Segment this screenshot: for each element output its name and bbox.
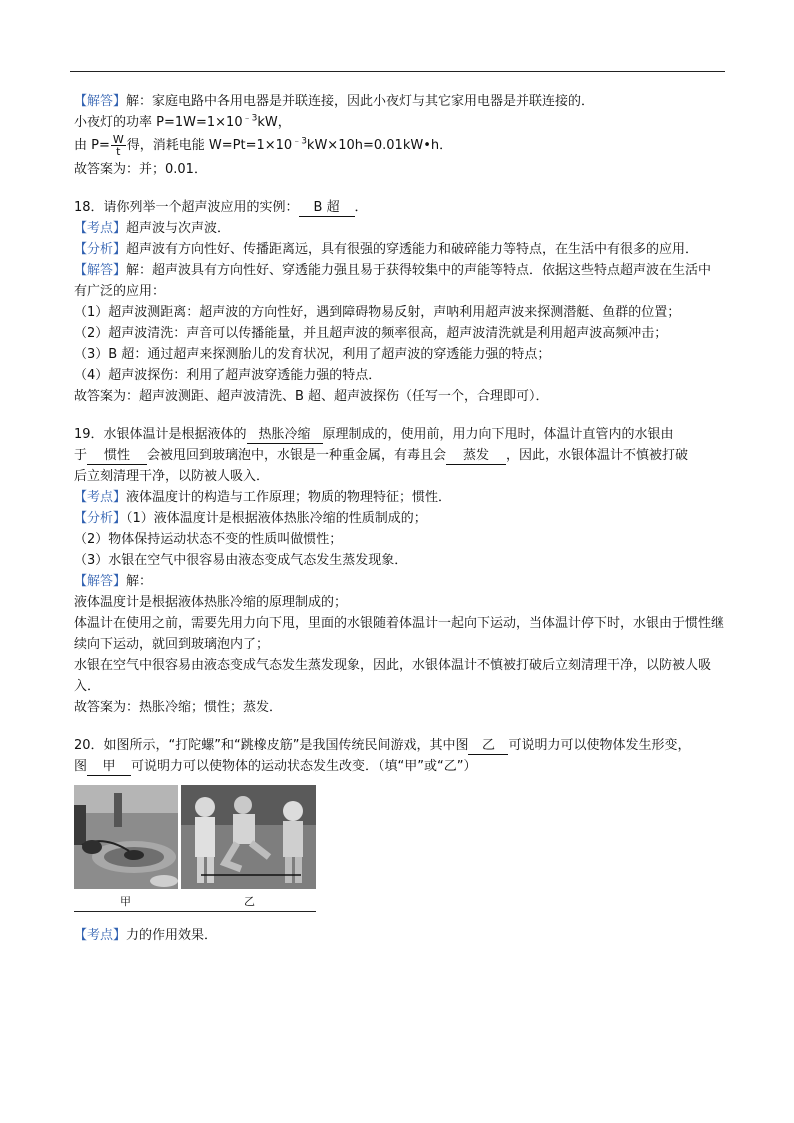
analysis-tag: 【分析】 <box>74 511 127 526</box>
point-tag: 【考点】 <box>74 928 127 943</box>
q18-point-text: 超声波与次声波． <box>126 221 231 236</box>
q20-stem-line-2 <box>74 756 724 777</box>
q17-answer-text: 解：家庭电路中各用电器是并联连接，因此小夜灯与其它家用电器是并联连接的． <box>126 94 595 109</box>
q18-stem-text: 18．请你列举一个超声波应用的实例： <box>74 200 299 215</box>
q20-stem-text-2: 可说明力可以使物体发生形变， <box>508 738 691 753</box>
q19-blank-2: 惯性 <box>87 447 147 465</box>
q18-item-1: （1）超声波测距离：超声波的方向性好，遇到障碍物易反射，声呐利用超声波来探测潜艇、鱼群的位置； <box>74 305 681 320</box>
q19-stem-text-3: 于 <box>74 448 88 463</box>
q19-final-answer: 故答案为：热胀冷缩；惯性；蒸发． <box>74 700 283 715</box>
q18-answer-intro <box>74 260 724 302</box>
q20-blank-1: 乙 <box>468 737 508 755</box>
q20-figure <box>74 785 316 913</box>
q18-item-3: （3）B 超：通过超声来探测胎儿的发育状况，利用了超声波的穿透能力强的特点； <box>74 347 551 362</box>
answer-tag: 【解答】 <box>74 94 127 109</box>
spinning-top-illustration <box>74 785 178 889</box>
q19-answer-3: 水银在空气中很容易由液态变成气态发生蒸发现象，因此，水银体温计不慎被打破后立刻清理干净，以防被人吸入． <box>74 658 712 694</box>
point-tag: 【考点】 <box>74 221 127 236</box>
q17-power-line <box>74 112 724 133</box>
header-rule <box>70 71 725 72</box>
q17-power-text: 小夜灯的功率 P=1W=1×10 <box>74 115 243 130</box>
q19-analysis-1 <box>74 508 724 529</box>
photo-jumping-rubber-band <box>181 785 316 889</box>
q20-point-text: 力的作用效果． <box>126 928 218 943</box>
photo-spinning-top <box>74 785 178 889</box>
q18-stem <box>74 197 724 218</box>
q18-blank-answer: B 超 <box>299 199 355 217</box>
q19-stem-text-2: 原理制成的，使用前，用力向下甩时，体温计直管内的水银由 <box>322 427 674 442</box>
q20-blank-2: 甲 <box>87 758 131 776</box>
q18-analysis-text: 超声波有方向性好、传播距离远，具有很强的穿透能力和破碎能力等特点，在生活中有很多的应用． <box>126 242 699 257</box>
q17-answer-line-1 <box>74 91 724 112</box>
q19-answer-2: 体温计在使用之前，需要先用力向下甩，里面的水银随着体温计一起向下运动，当体温计停下时，水银由于惯性继续向下运动，就回到玻璃泡内了； <box>74 616 725 652</box>
q19-stem-text-1: 19．水银体温计是根据液体的 <box>74 427 247 442</box>
q19-stem-text-5: ，因此，水银体温计不慎被打破 <box>506 448 689 463</box>
q20-stem-line-1 <box>74 735 724 756</box>
q19-answer-label <box>74 571 724 592</box>
q19-stem-line-3: 后立刻清理干净，以防被人吸入． <box>74 469 270 484</box>
caption-left: 甲 <box>120 895 131 908</box>
rubber-band-illustration <box>181 785 316 889</box>
q19-blank-1: 热胀冷缩 <box>247 426 323 444</box>
answer-tag: 【解答】 <box>74 263 127 278</box>
q17-energy-exponent: ﹣3 <box>292 136 307 147</box>
q18-answer-intro-text: 解：超声波具有方向性好、穿透能力强且易于获得较集中的声能等特点．依据这些特点超声波在生活中有广泛的应用： <box>74 263 712 299</box>
q17-energy-text: 得，消耗电能 W=Pt=1×10 <box>126 138 293 153</box>
point-tag: 【考点】 <box>74 490 127 505</box>
q18-item-2: （2）超声波清洗：声音可以传播能量，并且超声波的频率很高，超声波清洗就是利用超声波高频冲击； <box>74 326 668 341</box>
analysis-tag: 【分析】 <box>74 242 127 257</box>
q19-answer-label-text: 解： <box>126 574 153 589</box>
q20-stem-text-1: 20．如图所示，“打陀螺”和“跳橡皮筋”是我国传统民间游戏，其中图 <box>74 738 469 753</box>
q19-stem-line-2 <box>74 445 724 466</box>
q19-analysis-2: （2）物体保持运动状态不变的性质叫做惯性； <box>74 532 343 547</box>
q17-formula-prefix: 由 P= <box>74 138 110 153</box>
document-body <box>74 91 724 946</box>
q20-point <box>74 925 724 946</box>
answer-tag: 【解答】 <box>74 574 127 589</box>
q20-stem-text-3: 图 <box>74 759 88 774</box>
q19-point <box>74 487 724 508</box>
q18-item-4: （4）超声波探伤：利用了超声波穿透能力强的特点． <box>74 368 382 383</box>
q19-analysis-3: （3）水银在空气中很容易由液态变成气态发生蒸发现象． <box>74 553 408 568</box>
q19-stem-line-1 <box>74 424 724 445</box>
q17-power-unit: kW， <box>257 115 291 130</box>
q19-blank-3: 蒸发 <box>446 447 506 465</box>
q18-point <box>74 218 724 239</box>
q17-energy-line <box>74 133 724 159</box>
q19-analysis-text-1: （1）液体温度计是根据液体热胀冷缩的性质制成的； <box>126 511 427 526</box>
q19-stem-text-4: 会被甩回到玻璃泡中，水银是一种重金属，有毒且会 <box>147 448 447 463</box>
fraction-denominator: t <box>116 145 121 158</box>
q18-analysis <box>74 239 724 260</box>
fraction-w-over-t <box>111 134 126 157</box>
q17-power-exponent: ﹣3 <box>242 113 258 124</box>
q20-stem-text-4: 可说明力可以使物体的运动状态发生改变．（填“甲”或“乙”） <box>131 759 477 774</box>
q17-energy-result: kW×10h=0.01kW•h． <box>306 138 453 153</box>
figure-baseline <box>74 911 316 912</box>
q19-point-text: 液体温度计的构造与工作原理；物质的物理特征；惯性． <box>126 490 452 505</box>
q19-answer-1: 液体温度计是根据液体热胀冷缩的原理制成的； <box>74 595 348 610</box>
caption-right: 乙 <box>244 895 255 908</box>
fraction-numerator: W <box>112 133 124 146</box>
q17-final-answer: 故答案为：并；0.01． <box>74 162 207 177</box>
q18-stem-end: ． <box>354 200 368 215</box>
q18-final-answer: 故答案为：超声波测距、超声波清洗、B 超、超声波探伤（任写一个，合理即可）． <box>74 389 549 404</box>
